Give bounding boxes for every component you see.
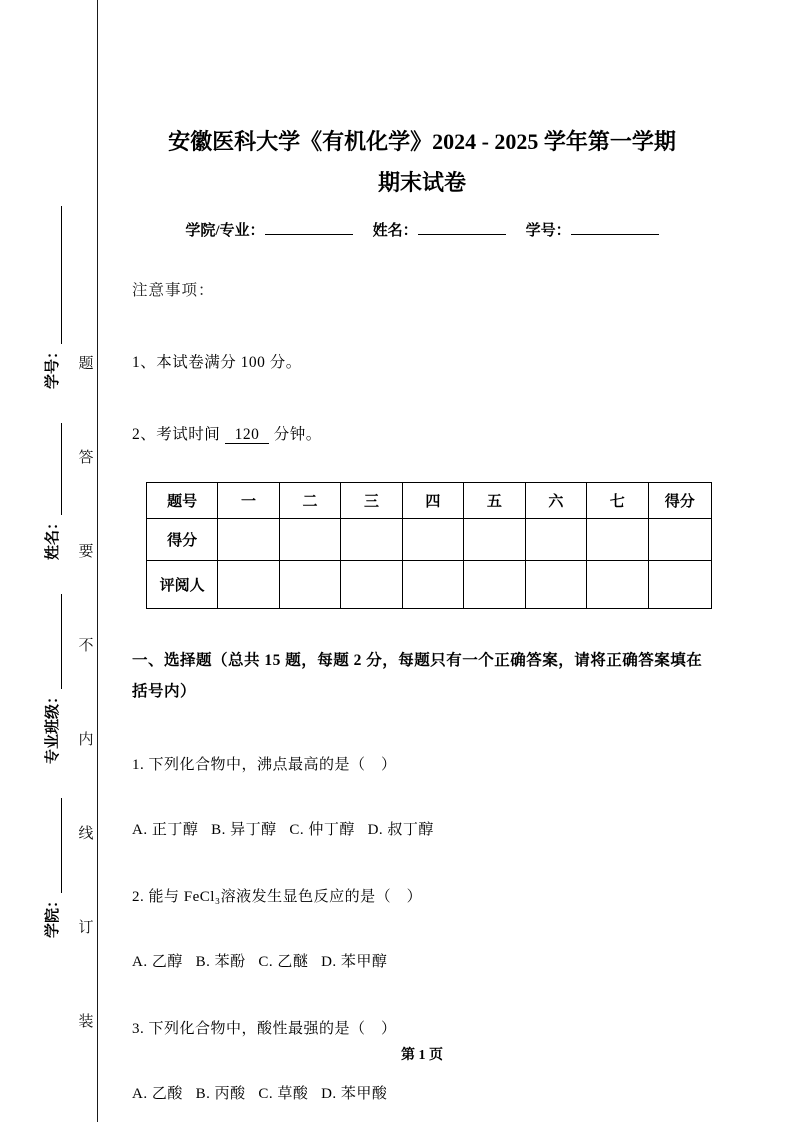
binding-field-class [41, 594, 62, 764]
exam-content [132, 122, 712, 1103]
student-id-blank [571, 222, 659, 235]
section-one-title: 一、选择题（总共 15 题，每题 2 分，每题只有一个正确答案，请将正确答案填在括号内） [132, 652, 703, 701]
reviewer-cell-empty [218, 561, 279, 609]
score-row-label: 得分 [147, 519, 218, 561]
seal-char: 答 [78, 450, 94, 466]
score-cell-empty [525, 519, 586, 561]
question-1-text: 1. 下列化合物中，沸点最高的是（ ） [132, 757, 397, 774]
seal-char: 内 [78, 732, 94, 748]
seal-char: 不 [78, 638, 94, 654]
binding-field-class-blank [49, 594, 62, 689]
seal-char: 订 [78, 920, 94, 936]
reviewer-cell-empty [341, 561, 402, 609]
binding-field-college [41, 798, 62, 938]
binding-field-college-blank [49, 798, 62, 893]
reviewer-cell-empty [279, 561, 340, 609]
binding-line-divider [97, 0, 98, 1122]
notice-item-2 [132, 422, 712, 444]
score-table-header-row [147, 483, 712, 519]
question-2-options: A. 乙醇 B. 苯酚 C. 乙醚 D. 苯甲醇 [132, 954, 388, 971]
page-number: 第 1 页 [401, 1048, 443, 1063]
score-cell-empty [402, 519, 463, 561]
score-table-header-cell: 题号 [147, 483, 218, 519]
reviewer-cell-empty [587, 561, 648, 609]
score-table-reviewer-row [147, 561, 712, 609]
seal-char: 线 [78, 826, 94, 842]
notice-item-2-suffix: 分钟。 [273, 426, 322, 444]
college-major-label: 学院/专业： [185, 223, 265, 240]
notice-item-2-prefix: 2、考试时间 [132, 426, 221, 444]
student-id-field [526, 219, 659, 240]
score-cell-empty [648, 519, 712, 561]
question-3-text: 3. 下列化合物中，酸性最强的是（ ） [132, 1021, 397, 1038]
score-cell-empty [341, 519, 402, 561]
binding-field-class-label: 专业班级： [45, 688, 61, 764]
binding-seal-text [76, 352, 96, 1031]
score-table [146, 482, 712, 609]
seal-char: 题 [78, 356, 94, 372]
question-1-options: A. 正丁醇 B. 异丁醇 C. 仲丁醇 D. 叔丁醇 [132, 822, 434, 839]
score-cell-empty [587, 519, 648, 561]
score-cell-empty [279, 519, 340, 561]
binding-field-student-id [41, 206, 62, 389]
reviewer-cell-empty [525, 561, 586, 609]
binding-field-student-id-blank [49, 206, 62, 344]
student-id-label: 学号： [525, 223, 571, 240]
score-table-score-row [147, 519, 712, 561]
notice-item-1: 1、本试卷满分 100 分。 [132, 354, 302, 372]
question-2-text: 2. 能与 FeCl₃溶液发生显色反应的是（ ） [132, 889, 423, 906]
binding-margin-fields [20, 68, 62, 938]
binding-field-college-label: 学院： [45, 892, 61, 938]
binding-field-name [41, 423, 62, 560]
binding-field-student-id-label: 学号： [45, 343, 61, 389]
score-table-header-cell: 五 [464, 483, 525, 519]
reviewer-cell-empty [648, 561, 712, 609]
score-table-header-cell: 三 [341, 483, 402, 519]
college-major-blank [265, 222, 353, 235]
score-table-header-cell: 二 [279, 483, 340, 519]
score-table-header-cell: 得分 [648, 483, 712, 519]
binding-field-name-label: 姓名： [45, 514, 61, 560]
name-label: 姓名： [372, 223, 418, 240]
question-3-options: A. 乙酸 B. 丙酸 C. 草酸 D. 苯甲酸 [132, 1086, 388, 1103]
score-cell-empty [464, 519, 525, 561]
score-table-header-cell: 七 [587, 483, 648, 519]
score-table-header-cell: 一 [218, 483, 279, 519]
exam-duration-value: 120 [225, 426, 270, 444]
college-major-field [185, 219, 352, 240]
notice-heading: 注意事项： [132, 282, 215, 300]
score-table-header-cell: 四 [402, 483, 463, 519]
exam-title [132, 122, 712, 203]
binding-field-name-blank [49, 423, 62, 515]
name-field [373, 219, 506, 240]
score-table-header-cell: 六 [525, 483, 586, 519]
seal-char: 要 [78, 544, 94, 560]
reviewer-row-label: 评阅人 [147, 561, 218, 609]
reviewer-cell-empty [464, 561, 525, 609]
exam-title-line2: 期末试卷 [377, 169, 466, 195]
seal-char: 装 [78, 1014, 94, 1030]
score-cell-empty [218, 519, 279, 561]
student-info-row [132, 219, 712, 240]
exam-title-line1: 安徽医科大学《有机化学》2024 - 2025 学年第一学期 [168, 129, 676, 154]
name-blank [418, 222, 506, 235]
reviewer-cell-empty [402, 561, 463, 609]
